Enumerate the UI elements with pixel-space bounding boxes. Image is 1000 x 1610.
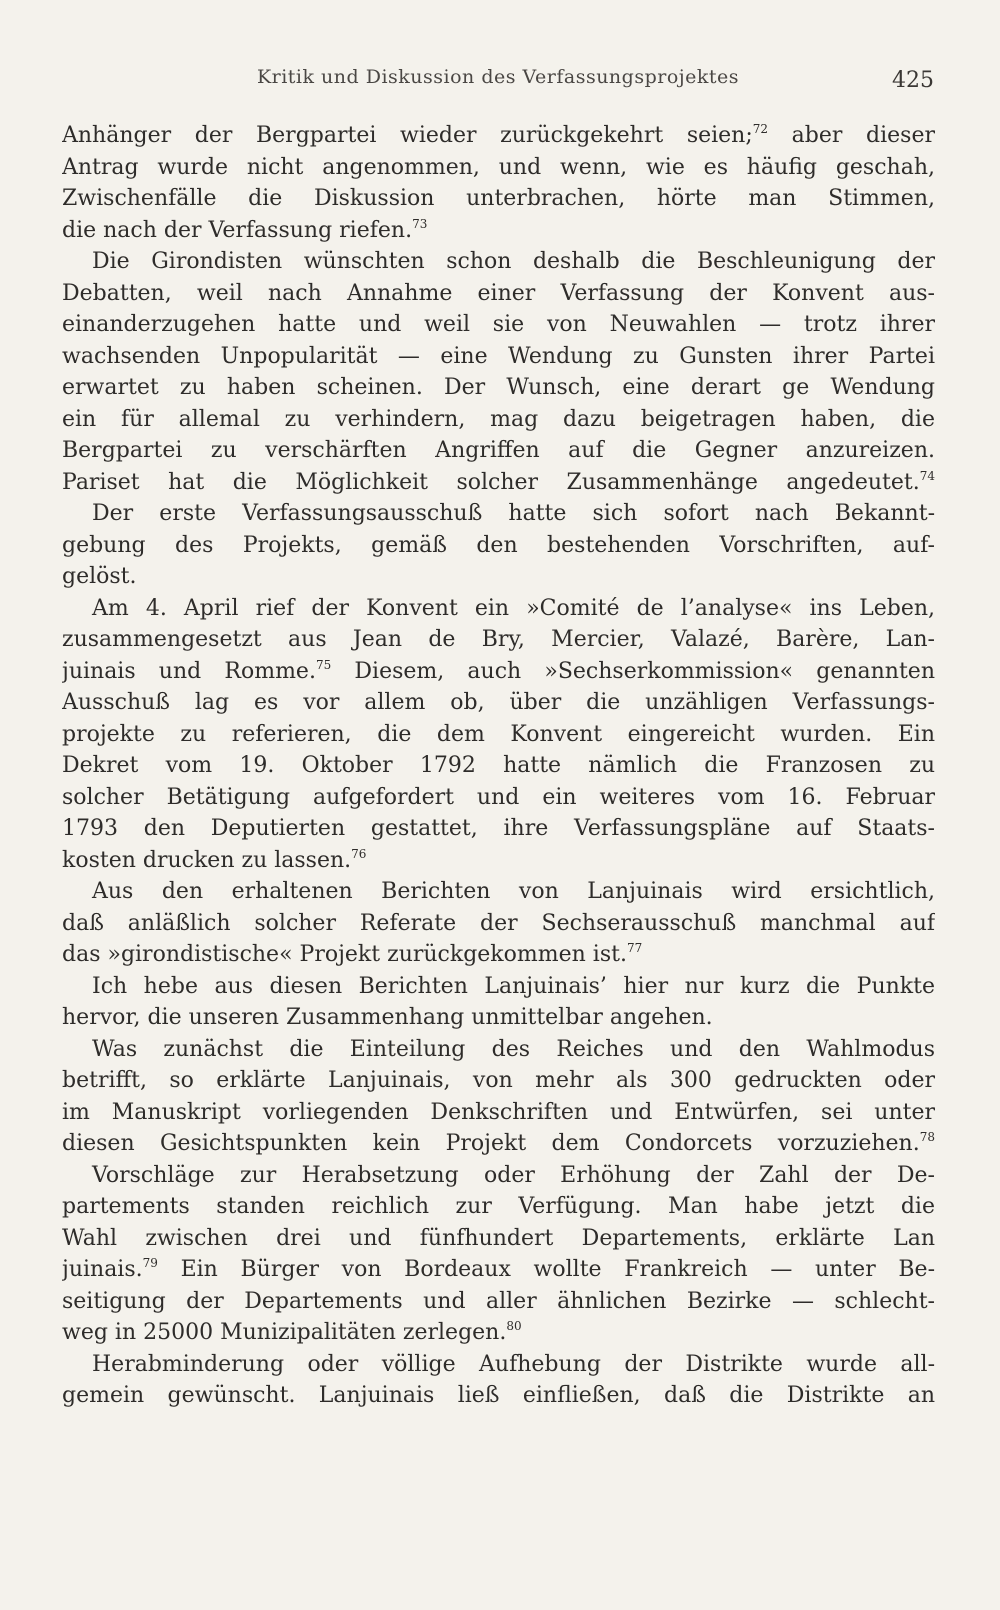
line-text: Aus den erhaltenen Berichten von Lanjuinais wird ersichtlich, (92, 879, 935, 904)
line-text: Debatten, weil nach Annahme einer Verfassung der Konvent aus- (62, 280, 935, 306)
line-text: Am 4. April rief der Konvent ein »Comité de l’analyse« ins Leben, (92, 595, 935, 621)
line-text: Anhänger der Bergpartei wieder zurückgekehrt seien; (62, 123, 753, 148)
text-line (62, 561, 935, 593)
line-text: die nach der Verfassung riefen. (62, 217, 413, 243)
text-line (62, 1002, 935, 1034)
line-text: Zwischenfälle die Diskussion unterbrachen, hörte man Stimmen, (62, 186, 935, 211)
text-line (62, 120, 935, 152)
line-text: Herabminderung oder völlige Aufhebung der Distrikte wurde all- (92, 1351, 935, 1377)
line-text: Pariset hat die Möglichkeit solcher Zusammenhänge angedeutet. (62, 469, 920, 495)
line-text: kosten drucken zu lassen. (62, 847, 352, 873)
text-line (62, 1160, 935, 1192)
text-line (62, 845, 935, 877)
footnote-marker: 77 (626, 941, 643, 955)
text-line (62, 341, 935, 373)
text-line (62, 435, 935, 467)
line-text: partements standen reichlich zur Verfügung. Man habe jetzt die (62, 1194, 935, 1219)
text-line (62, 152, 935, 184)
footnote-marker: 72 (752, 122, 769, 136)
line-text: erwartet zu haben scheinen. Der Wunsch, eine derart ge Wendung (62, 375, 935, 400)
line-text: Dekret vom 19. Oktober 1792 hatte nämlich die Franzosen zu (62, 753, 935, 778)
text-line (62, 498, 935, 530)
text-line (62, 1349, 935, 1381)
line-text: im Manuskript vorliegenden Denkschriften und Entwürfen, sei unter (62, 1099, 935, 1125)
line-text: Antrag wurde nicht angenommen, und wenn, wie es häufig geschah, (62, 154, 935, 180)
text-line (62, 908, 935, 940)
line-text: betrifft, so erklärte Lanjuinais, von mehr als 300 gedruckten oder (62, 1068, 935, 1093)
text-line (62, 1128, 935, 1160)
line-text: diesen Gesichtspunkten kein Projekt dem Condorcets vorzuziehen. (62, 1131, 920, 1156)
line-text: solcher Betätigung aufgefordert und ein weiteres vom 16. Februar (62, 784, 935, 810)
text-line (62, 593, 935, 625)
line-text: Der erste Verfassungsausschuß hatte sich sofort nach Bekannt- (92, 501, 935, 526)
text-line (62, 404, 935, 436)
line-text: Ich hebe aus diesen Berichten Lanjuinais’ hier nur kurz die Punkte (92, 973, 935, 999)
text-line (62, 750, 935, 782)
text-line (62, 719, 935, 751)
line-text: seitigung der Departements und aller ähnlichen Bezirke — schlecht- (62, 1288, 935, 1314)
text-line (62, 183, 935, 215)
text-line (62, 1380, 935, 1412)
text-line (62, 1034, 935, 1066)
footnote-marker: 73 (412, 216, 428, 231)
footnote-marker: 76 (351, 846, 367, 861)
line-text: Die Girondisten wünschten schon deshalb die Beschleunigung der (92, 249, 935, 274)
text-line (62, 1097, 935, 1129)
footnote-marker: 80 (506, 1319, 522, 1333)
line-text: wachsenden Unpopularität — eine Wendung zu Gunsten ihrer Partei (62, 343, 935, 369)
line-text: weg in 25000 Munizipalitäten zerlegen. (62, 1320, 507, 1345)
line-text: projekte zu referieren, die dem Konvent eingereicht wurden. Ein (62, 721, 935, 747)
line-text-continued: Diesem, auch »Sechserkommission« genannten (331, 658, 935, 684)
text-line (62, 1286, 935, 1318)
line-text: daß anläßlich solcher Referate der Sechserausschuß manchmal auf (62, 910, 935, 936)
text-line (62, 372, 935, 404)
line-text-continued: Ein Bürger von Bordeaux wollte Frankreich — unter Be- (157, 1257, 935, 1282)
footnote-marker: 78 (919, 1130, 935, 1144)
text-line (62, 1065, 935, 1097)
line-text: das »girondistische« Projekt zurückgekommen ist. (62, 942, 627, 967)
running-head (62, 66, 934, 100)
text-line (62, 939, 935, 971)
running-title: Kritik und Diskussion des Verfassungsprojektes (256, 66, 740, 88)
text-line (62, 624, 935, 656)
page-number: 425 (892, 68, 934, 93)
text-line (62, 656, 935, 688)
text-line (62, 782, 935, 814)
text-line (62, 246, 935, 278)
text-line (62, 971, 935, 1003)
footnote-marker: 79 (142, 1256, 158, 1270)
text-line (62, 876, 935, 908)
line-text: hervor, die unseren Zusammenhang unmittelbar angehen. (62, 1005, 713, 1030)
text-line (62, 278, 935, 310)
line-text: juinais und Romme. (62, 658, 316, 684)
line-text: Bergpartei zu verschärften Angriffen auf die Gegner anzureizen. (62, 438, 935, 463)
text-line (62, 1191, 935, 1223)
text-line (62, 309, 935, 341)
body-text (62, 120, 935, 1412)
text-line (62, 813, 935, 845)
text-line (62, 1254, 935, 1286)
line-text: juinais. (62, 1257, 143, 1282)
line-text: zusammengesetzt aus Jean de Bry, Mercier, Valazé, Barère, Lan- (62, 627, 935, 652)
text-line (62, 215, 935, 247)
text-line (62, 1317, 935, 1349)
text-line (62, 1223, 935, 1255)
line-text: ein für allemal zu verhindern, mag dazu beigetragen haben, die (62, 406, 935, 432)
line-text: gebung des Projekts, gemäß den bestehenden Vorschriften, auf- (62, 532, 935, 558)
line-text: einanderzugehen hatte und weil sie von Neuwahlen — trotz ihrer (62, 312, 935, 337)
line-text: Vorschläge zur Herabsetzung oder Erhöhung der Zahl der De- (92, 1162, 935, 1188)
line-text: 1793 den Deputierten gestattet, ihre Verfassungspläne auf Staats- (62, 816, 935, 841)
text-line (62, 530, 935, 562)
line-text: Wahl zwischen drei und fünfhundert Departements, erklärte Lan (62, 1225, 935, 1251)
footnote-marker: 74 (919, 468, 935, 483)
line-text: Ausschuß lag es vor allem ob, über die unzähligen Verfassungs- (62, 690, 935, 715)
line-text-continued: aber dieser (768, 123, 935, 148)
line-text: gemein gewünscht. Lanjuinais ließ einfließen, daß die Distrikte an (62, 1383, 935, 1408)
text-line (62, 687, 935, 719)
text-line (62, 467, 935, 499)
footnote-marker: 75 (315, 657, 332, 672)
line-text: gelöst. (62, 564, 137, 589)
line-text: Was zunächst die Einteilung des Reiches und den Wahlmodus (92, 1036, 935, 1062)
